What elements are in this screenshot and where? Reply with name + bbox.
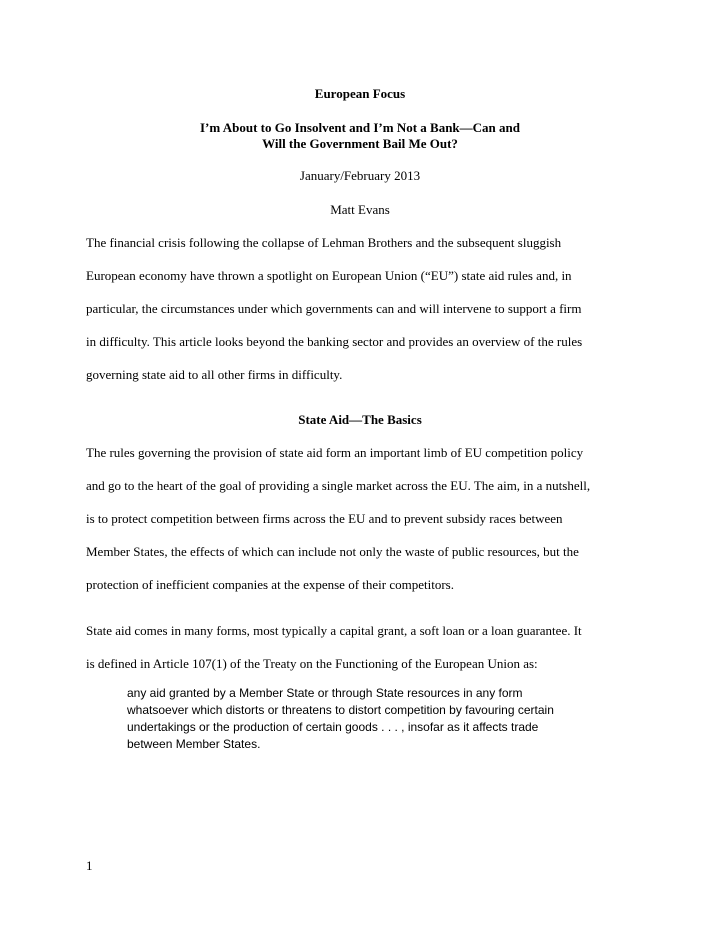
author-name: Matt Evans <box>330 202 390 217</box>
paragraph-line: and go to the heart of the goal of providing a single market across the EU. The aim, in a nutshell, <box>86 478 591 493</box>
title-line-2: Will the Government Bail Me Out? <box>262 136 458 151</box>
block-quote-line: undertakings or the production of certain goods . . . , insofar as it affects trade <box>127 720 539 734</box>
title-line-1: I’m About to Go Insolvent and I’m Not a Bank—Can and <box>199 120 520 135</box>
intro-line: particular, the circumstances under which governments can and will intervene to support a firm <box>86 301 582 316</box>
paragraph-line: is to protect competition between firms across the EU and to prevent subsidy races between <box>86 511 563 526</box>
paragraph-line: State aid comes in many forms, most typically a capital grant, a soft loan or a loan guarantee. It <box>86 623 582 638</box>
paragraph-line: Member States, the effects of which can include not only the waste of public resources, but the <box>86 544 579 559</box>
intro-line: in difficulty. This article looks beyond the banking sector and provides an overview of the rules <box>86 334 583 349</box>
paragraph-line: protection of inefficient companies at the expense of their competitors. <box>86 577 454 592</box>
block-quote-line: any aid granted by a Member State or through State resources in any form <box>127 686 523 700</box>
section-heading: State Aid—The Basics <box>298 412 422 427</box>
page-number: 1 <box>86 858 93 873</box>
intro-line: The financial crisis following the collapse of Lehman Brothers and the subsequent sluggish <box>86 235 562 250</box>
section-label: European Focus <box>314 86 406 101</box>
intro-line: governing state aid to all other firms in difficulty. <box>86 367 343 382</box>
intro-line: European economy have thrown a spotlight on European Union (“EU”) state aid rules and, in <box>86 268 572 283</box>
block-quote-line: between Member States. <box>127 737 261 751</box>
block-quote-line: whatsoever which distorts or threatens to distort competition by favouring certain <box>127 703 554 717</box>
publication-date: January/February 2013 <box>299 168 421 183</box>
paragraph-line: The rules governing the provision of state aid form an important limb of EU competition policy <box>86 445 584 460</box>
paragraph-line: is defined in Article 107(1) of the Treaty on the Functioning of the European Union as: <box>86 656 538 671</box>
